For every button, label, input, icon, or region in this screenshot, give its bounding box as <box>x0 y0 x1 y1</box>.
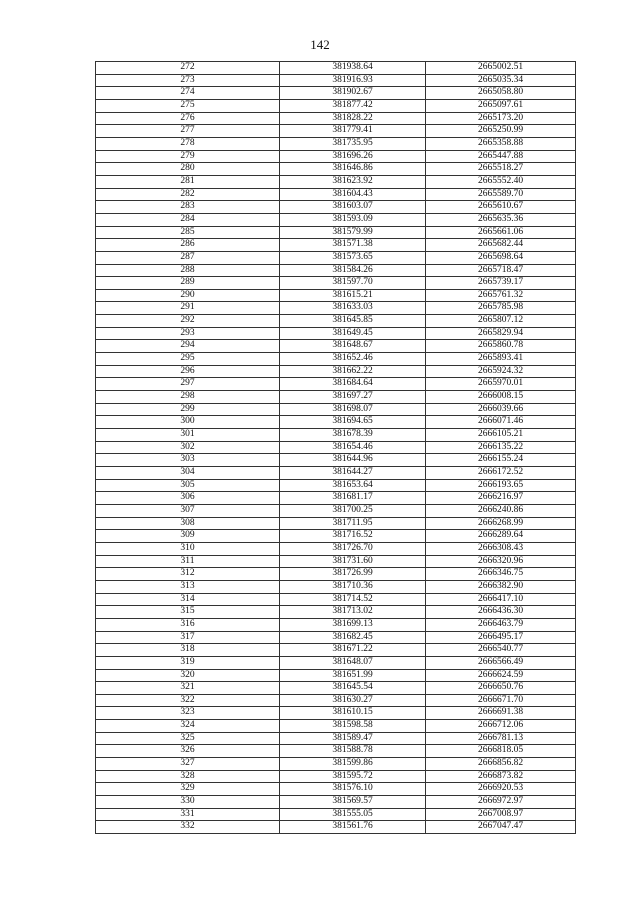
point-number-cell: 327 <box>96 758 280 771</box>
point-number-cell: 329 <box>96 783 280 796</box>
table-row <box>96 467 576 480</box>
point-number-cell: 302 <box>96 441 280 454</box>
point-number-cell: 326 <box>96 745 280 758</box>
y-coordinate-cell: 2666436.30 <box>426 606 576 619</box>
point-number-cell: 305 <box>96 479 280 492</box>
x-coordinate-cell: 381648.07 <box>280 656 426 669</box>
table-row <box>96 201 576 214</box>
point-number-cell: 332 <box>96 821 280 834</box>
point-number-cell: 297 <box>96 378 280 391</box>
y-coordinate-cell: 2665035.34 <box>426 74 576 87</box>
point-number-cell: 328 <box>96 770 280 783</box>
table-row <box>96 656 576 669</box>
point-number-cell: 307 <box>96 504 280 517</box>
y-coordinate-cell: 2665924.32 <box>426 365 576 378</box>
y-coordinate-cell: 2665807.12 <box>426 315 576 328</box>
point-number-cell: 286 <box>96 239 280 252</box>
x-coordinate-cell: 381569.57 <box>280 796 426 809</box>
x-coordinate-cell: 381593.09 <box>280 213 426 226</box>
x-coordinate-cell: 381584.26 <box>280 264 426 277</box>
y-coordinate-cell: 2665718.47 <box>426 264 576 277</box>
x-coordinate-cell: 381588.78 <box>280 745 426 758</box>
y-coordinate-cell: 2666135.22 <box>426 441 576 454</box>
table-row <box>96 74 576 87</box>
table-row <box>96 226 576 239</box>
table-row <box>96 403 576 416</box>
point-number-cell: 287 <box>96 251 280 264</box>
y-coordinate-cell: 2666712.06 <box>426 720 576 733</box>
x-coordinate-cell: 381571.38 <box>280 239 426 252</box>
x-coordinate-cell: 381597.70 <box>280 277 426 290</box>
x-coordinate-cell: 381646.86 <box>280 163 426 176</box>
x-coordinate-cell: 381623.92 <box>280 175 426 188</box>
table-row <box>96 694 576 707</box>
table-row <box>96 796 576 809</box>
table-row <box>96 441 576 454</box>
table-row <box>96 429 576 442</box>
x-coordinate-cell: 381595.72 <box>280 770 426 783</box>
table-row <box>96 568 576 581</box>
y-coordinate-cell: 2666320.96 <box>426 555 576 568</box>
point-number-cell: 295 <box>96 353 280 366</box>
coordinates-table <box>95 61 576 834</box>
point-number-cell: 292 <box>96 315 280 328</box>
x-coordinate-cell: 381684.64 <box>280 378 426 391</box>
y-coordinate-cell: 2666920.53 <box>426 783 576 796</box>
x-coordinate-cell: 381735.95 <box>280 137 426 150</box>
table-row <box>96 87 576 100</box>
x-coordinate-cell: 381555.05 <box>280 808 426 821</box>
table-row <box>96 99 576 112</box>
table-row <box>96 808 576 821</box>
x-coordinate-cell: 381696.26 <box>280 150 426 163</box>
y-coordinate-cell: 2665785.98 <box>426 302 576 315</box>
x-coordinate-cell: 381644.96 <box>280 454 426 467</box>
x-coordinate-cell: 381726.70 <box>280 542 426 555</box>
x-coordinate-cell: 381710.36 <box>280 580 426 593</box>
y-coordinate-cell: 2665447.88 <box>426 150 576 163</box>
x-coordinate-cell: 381579.99 <box>280 226 426 239</box>
x-coordinate-cell: 381694.65 <box>280 416 426 429</box>
x-coordinate-cell: 381610.15 <box>280 707 426 720</box>
x-coordinate-cell: 381828.22 <box>280 112 426 125</box>
x-coordinate-cell: 381573.65 <box>280 251 426 264</box>
y-coordinate-cell: 2665761.32 <box>426 289 576 302</box>
table-row <box>96 251 576 264</box>
point-number-cell: 324 <box>96 720 280 733</box>
point-number-cell: 275 <box>96 99 280 112</box>
y-coordinate-cell: 2666566.49 <box>426 656 576 669</box>
point-number-cell: 284 <box>96 213 280 226</box>
table-row <box>96 289 576 302</box>
y-coordinate-cell: 2666105.21 <box>426 429 576 442</box>
y-coordinate-cell: 2665970.01 <box>426 378 576 391</box>
y-coordinate-cell: 2665173.20 <box>426 112 576 125</box>
x-coordinate-cell: 381649.45 <box>280 327 426 340</box>
y-coordinate-cell: 2665589.70 <box>426 188 576 201</box>
table-row <box>96 175 576 188</box>
point-number-cell: 277 <box>96 125 280 138</box>
y-coordinate-cell: 2666039.66 <box>426 403 576 416</box>
y-coordinate-cell: 2666873.82 <box>426 770 576 783</box>
table-row <box>96 530 576 543</box>
table-row <box>96 340 576 353</box>
table-row <box>96 669 576 682</box>
y-coordinate-cell: 2666624.59 <box>426 669 576 682</box>
table-row <box>96 783 576 796</box>
point-number-cell: 278 <box>96 137 280 150</box>
x-coordinate-cell: 381716.52 <box>280 530 426 543</box>
point-number-cell: 306 <box>96 492 280 505</box>
table-row <box>96 327 576 340</box>
point-number-cell: 318 <box>96 644 280 657</box>
point-number-cell: 285 <box>96 226 280 239</box>
point-number-cell: 294 <box>96 340 280 353</box>
y-coordinate-cell: 2666972.97 <box>426 796 576 809</box>
x-coordinate-cell: 381653.64 <box>280 479 426 492</box>
y-coordinate-cell: 2666240.86 <box>426 504 576 517</box>
y-coordinate-cell: 2666008.15 <box>426 391 576 404</box>
x-coordinate-cell: 381599.86 <box>280 758 426 771</box>
x-coordinate-cell: 381697.27 <box>280 391 426 404</box>
x-coordinate-cell: 381682.45 <box>280 631 426 644</box>
y-coordinate-cell: 2666818.05 <box>426 745 576 758</box>
point-number-cell: 272 <box>96 62 280 75</box>
table-row <box>96 163 576 176</box>
table-row <box>96 416 576 429</box>
point-number-cell: 288 <box>96 264 280 277</box>
coordinates-table-body <box>96 62 576 834</box>
table-row <box>96 606 576 619</box>
table-row <box>96 555 576 568</box>
table-row <box>96 732 576 745</box>
x-coordinate-cell: 381662.22 <box>280 365 426 378</box>
table-row <box>96 353 576 366</box>
y-coordinate-cell: 2666495.17 <box>426 631 576 644</box>
x-coordinate-cell: 381654.46 <box>280 441 426 454</box>
y-coordinate-cell: 2665739.17 <box>426 277 576 290</box>
table-row <box>96 365 576 378</box>
point-number-cell: 321 <box>96 682 280 695</box>
point-number-cell: 330 <box>96 796 280 809</box>
table-row <box>96 593 576 606</box>
table-row <box>96 264 576 277</box>
y-coordinate-cell: 2666071.46 <box>426 416 576 429</box>
point-number-cell: 314 <box>96 593 280 606</box>
table-row <box>96 618 576 631</box>
point-number-cell: 291 <box>96 302 280 315</box>
point-number-cell: 313 <box>96 580 280 593</box>
table-row <box>96 517 576 530</box>
x-coordinate-cell: 381902.67 <box>280 87 426 100</box>
point-number-cell: 310 <box>96 542 280 555</box>
point-number-cell: 319 <box>96 656 280 669</box>
x-coordinate-cell: 381698.07 <box>280 403 426 416</box>
table-row <box>96 644 576 657</box>
point-number-cell: 281 <box>96 175 280 188</box>
point-number-cell: 309 <box>96 530 280 543</box>
x-coordinate-cell: 381561.76 <box>280 821 426 834</box>
table-row <box>96 137 576 150</box>
table-row <box>96 707 576 720</box>
y-coordinate-cell: 2666671.70 <box>426 694 576 707</box>
y-coordinate-cell: 2666417.10 <box>426 593 576 606</box>
table-row <box>96 213 576 226</box>
point-number-cell: 312 <box>96 568 280 581</box>
x-coordinate-cell: 381699.13 <box>280 618 426 631</box>
y-coordinate-cell: 2665698.64 <box>426 251 576 264</box>
point-number-cell: 299 <box>96 403 280 416</box>
point-number-cell: 331 <box>96 808 280 821</box>
x-coordinate-cell: 381877.42 <box>280 99 426 112</box>
point-number-cell: 317 <box>96 631 280 644</box>
y-coordinate-cell: 2665250.99 <box>426 125 576 138</box>
x-coordinate-cell: 381589.47 <box>280 732 426 745</box>
table-row <box>96 580 576 593</box>
table-row <box>96 62 576 75</box>
table-row <box>96 188 576 201</box>
y-coordinate-cell: 2665635.36 <box>426 213 576 226</box>
y-coordinate-cell: 2666691.38 <box>426 707 576 720</box>
y-coordinate-cell: 2665893.41 <box>426 353 576 366</box>
table-row <box>96 631 576 644</box>
x-coordinate-cell: 381615.21 <box>280 289 426 302</box>
y-coordinate-cell: 2665552.40 <box>426 175 576 188</box>
x-coordinate-cell: 381711.95 <box>280 517 426 530</box>
point-number-cell: 300 <box>96 416 280 429</box>
table-row <box>96 150 576 163</box>
table-row <box>96 112 576 125</box>
x-coordinate-cell: 381726.99 <box>280 568 426 581</box>
point-number-cell: 304 <box>96 467 280 480</box>
x-coordinate-cell: 381603.07 <box>280 201 426 214</box>
y-coordinate-cell: 2665829.94 <box>426 327 576 340</box>
y-coordinate-cell: 2666155.24 <box>426 454 576 467</box>
table-row <box>96 682 576 695</box>
point-number-cell: 283 <box>96 201 280 214</box>
x-coordinate-cell: 381700.25 <box>280 504 426 517</box>
point-number-cell: 280 <box>96 163 280 176</box>
point-number-cell: 323 <box>96 707 280 720</box>
y-coordinate-cell: 2667047.47 <box>426 821 576 834</box>
x-coordinate-cell: 381681.17 <box>280 492 426 505</box>
x-coordinate-cell: 381604.43 <box>280 188 426 201</box>
point-number-cell: 308 <box>96 517 280 530</box>
y-coordinate-cell: 2666268.99 <box>426 517 576 530</box>
x-coordinate-cell: 381938.64 <box>280 62 426 75</box>
y-coordinate-cell: 2666463.79 <box>426 618 576 631</box>
x-coordinate-cell: 381779.41 <box>280 125 426 138</box>
y-coordinate-cell: 2666346.75 <box>426 568 576 581</box>
y-coordinate-cell: 2665358.88 <box>426 137 576 150</box>
point-number-cell: 320 <box>96 669 280 682</box>
point-number-cell: 322 <box>96 694 280 707</box>
x-coordinate-cell: 381651.99 <box>280 669 426 682</box>
y-coordinate-cell: 2665610.67 <box>426 201 576 214</box>
point-number-cell: 303 <box>96 454 280 467</box>
x-coordinate-cell: 381645.85 <box>280 315 426 328</box>
point-number-cell: 274 <box>96 87 280 100</box>
table-row <box>96 125 576 138</box>
y-coordinate-cell: 2666172.52 <box>426 467 576 480</box>
x-coordinate-cell: 381644.27 <box>280 467 426 480</box>
x-coordinate-cell: 381713.02 <box>280 606 426 619</box>
x-coordinate-cell: 381648.67 <box>280 340 426 353</box>
y-coordinate-cell: 2665002.51 <box>426 62 576 75</box>
table-row <box>96 391 576 404</box>
x-coordinate-cell: 381652.46 <box>280 353 426 366</box>
point-number-cell: 315 <box>96 606 280 619</box>
point-number-cell: 276 <box>96 112 280 125</box>
x-coordinate-cell: 381630.27 <box>280 694 426 707</box>
x-coordinate-cell: 381576.10 <box>280 783 426 796</box>
point-number-cell: 290 <box>96 289 280 302</box>
table-row <box>96 239 576 252</box>
point-number-cell: 301 <box>96 429 280 442</box>
y-coordinate-cell: 2665518.27 <box>426 163 576 176</box>
y-coordinate-cell: 2665058.80 <box>426 87 576 100</box>
table-row <box>96 745 576 758</box>
table-row <box>96 770 576 783</box>
point-number-cell: 298 <box>96 391 280 404</box>
x-coordinate-cell: 381916.93 <box>280 74 426 87</box>
point-number-cell: 279 <box>96 150 280 163</box>
x-coordinate-cell: 381678.39 <box>280 429 426 442</box>
table-row <box>96 315 576 328</box>
table-row <box>96 758 576 771</box>
y-coordinate-cell: 2666193.65 <box>426 479 576 492</box>
page-number: 142 <box>310 37 330 52</box>
y-coordinate-cell: 2667008.97 <box>426 808 576 821</box>
point-number-cell: 293 <box>96 327 280 340</box>
y-coordinate-cell: 2666781.13 <box>426 732 576 745</box>
table-row <box>96 504 576 517</box>
x-coordinate-cell: 381645.54 <box>280 682 426 695</box>
table-row <box>96 720 576 733</box>
y-coordinate-cell: 2665860.78 <box>426 340 576 353</box>
x-coordinate-cell: 381714.52 <box>280 593 426 606</box>
point-number-cell: 289 <box>96 277 280 290</box>
x-coordinate-cell: 381598.58 <box>280 720 426 733</box>
table-row <box>96 277 576 290</box>
point-number-cell: 296 <box>96 365 280 378</box>
y-coordinate-cell: 2665097.61 <box>426 99 576 112</box>
y-coordinate-cell: 2666856.82 <box>426 758 576 771</box>
y-coordinate-cell: 2666540.77 <box>426 644 576 657</box>
y-coordinate-cell: 2665661.06 <box>426 226 576 239</box>
table-row <box>96 492 576 505</box>
table-row <box>96 479 576 492</box>
x-coordinate-cell: 381671.22 <box>280 644 426 657</box>
table-row <box>96 821 576 834</box>
point-number-cell: 282 <box>96 188 280 201</box>
y-coordinate-cell: 2666216.97 <box>426 492 576 505</box>
table-row <box>96 542 576 555</box>
x-coordinate-cell: 381731.60 <box>280 555 426 568</box>
y-coordinate-cell: 2666650.76 <box>426 682 576 695</box>
point-number-cell: 311 <box>96 555 280 568</box>
y-coordinate-cell: 2666382.90 <box>426 580 576 593</box>
y-coordinate-cell: 2665682.44 <box>426 239 576 252</box>
table-row <box>96 454 576 467</box>
y-coordinate-cell: 2666289.64 <box>426 530 576 543</box>
x-coordinate-cell: 381633.03 <box>280 302 426 315</box>
point-number-cell: 325 <box>96 732 280 745</box>
point-number-cell: 273 <box>96 74 280 87</box>
y-coordinate-cell: 2666308.43 <box>426 542 576 555</box>
point-number-cell: 316 <box>96 618 280 631</box>
table-row <box>96 302 576 315</box>
table-row <box>96 378 576 391</box>
